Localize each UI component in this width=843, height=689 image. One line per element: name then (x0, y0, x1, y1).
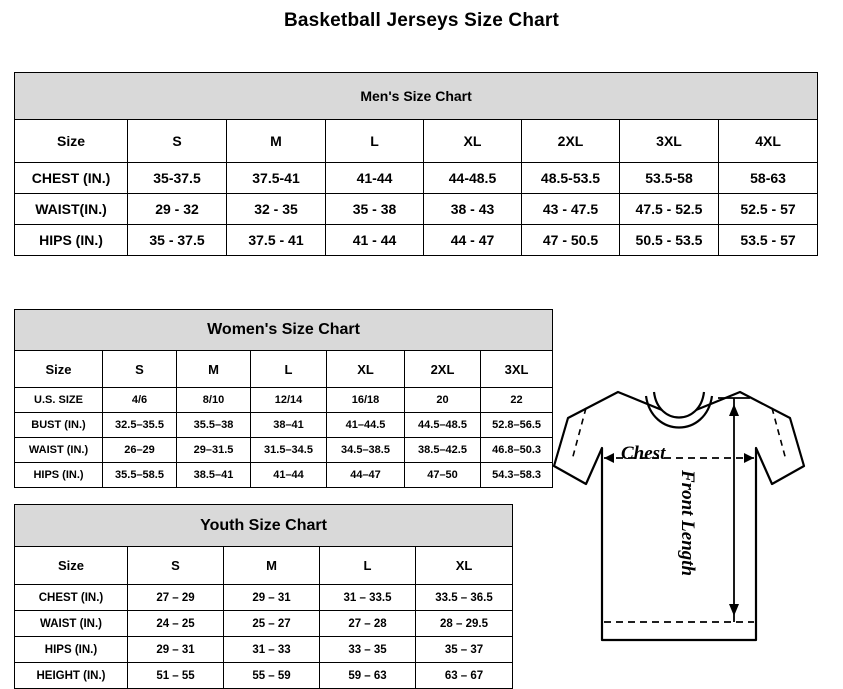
table-cell: 29–31.5 (177, 438, 251, 463)
table-caption-row (15, 73, 818, 120)
table-cell: 47.5 - 52.5 (620, 194, 719, 225)
table-cell: 24 – 25 (128, 611, 224, 637)
table-cell: 28 – 29.5 (416, 611, 513, 637)
table-cell: 35.5–58.5 (103, 463, 177, 488)
column-header-xl: XL (327, 351, 405, 388)
table-cell: 31.5–34.5 (251, 438, 327, 463)
table-cell: 51 – 55 (128, 663, 224, 689)
table-cell: 43 - 47.5 (522, 194, 620, 225)
table-row (15, 637, 513, 663)
column-header-size: Size (15, 547, 128, 585)
table-cell: 48.5-53.5 (522, 163, 620, 194)
table-row (15, 438, 553, 463)
table-cell: 38 - 43 (424, 194, 522, 225)
table-cell: 35.5–38 (177, 413, 251, 438)
row-label: HIPS (IN.) (15, 637, 128, 663)
page-title: Basketball Jerseys Size Chart (283, 10, 560, 31)
table-cell: 25 – 27 (224, 611, 320, 637)
table-row (15, 413, 553, 438)
row-label: HIPS (IN.) (15, 225, 128, 256)
column-header-4xl: 4XL (719, 120, 818, 163)
column-header-xl: XL (424, 120, 522, 163)
table-header-row (15, 351, 553, 388)
table-cell: 59 – 63 (320, 663, 416, 689)
table-cell: 12/14 (251, 388, 327, 413)
table-row (15, 611, 513, 637)
column-header-3xl: 3XL (481, 351, 553, 388)
table-cell: 44-48.5 (424, 163, 522, 194)
table-cell: 27 – 29 (128, 585, 224, 611)
mens-size-chart-table (14, 72, 818, 256)
row-label: HEIGHT (IN.) (15, 663, 128, 689)
table-cell: 33.5 – 36.5 (416, 585, 513, 611)
table-cell: 29 – 31 (128, 637, 224, 663)
row-label: U.S. SIZE (15, 388, 103, 413)
table-cell: 16/18 (327, 388, 405, 413)
front-length-measurement-label: Front Length (677, 470, 698, 577)
column-header-m: M (227, 120, 326, 163)
column-header-s: S (103, 351, 177, 388)
table-cell: 41-44 (326, 163, 424, 194)
table-cell: 32.5–35.5 (103, 413, 177, 438)
table-row (15, 163, 818, 194)
table-cell: 31 – 33 (224, 637, 320, 663)
row-label: WAIST (IN.) (15, 438, 103, 463)
table-cell: 35 - 37.5 (128, 225, 227, 256)
table-cell: 44 - 47 (424, 225, 522, 256)
table-row (15, 194, 818, 225)
table-cell: 34.5–38.5 (327, 438, 405, 463)
table-cell: 26–29 (103, 438, 177, 463)
youth-chart-caption: Youth Size Chart (15, 505, 513, 547)
table-row (15, 388, 553, 413)
column-header-m: M (177, 351, 251, 388)
table-cell: 41–44 (251, 463, 327, 488)
table-cell: 20 (405, 388, 481, 413)
table-cell: 29 – 31 (224, 585, 320, 611)
column-header-size: Size (15, 351, 103, 388)
row-label: CHEST (IN.) (15, 585, 128, 611)
table-cell: 50.5 - 53.5 (620, 225, 719, 256)
table-cell: 58-63 (719, 163, 818, 194)
table-cell: 38.5–41 (177, 463, 251, 488)
table-cell: 44.5–48.5 (405, 413, 481, 438)
row-label: HIPS (IN.) (15, 463, 103, 488)
table-cell: 27 – 28 (320, 611, 416, 637)
table-cell: 38.5–42.5 (405, 438, 481, 463)
table-cell: 33 – 35 (320, 637, 416, 663)
table-cell: 22 (481, 388, 553, 413)
table-row (15, 463, 553, 488)
table-row (15, 663, 513, 689)
column-header-l: L (251, 351, 327, 388)
column-header-2xl: 2XL (522, 120, 620, 163)
table-cell: 29 - 32 (128, 194, 227, 225)
table-cell: 44–47 (327, 463, 405, 488)
table-cell: 54.3–58.3 (481, 463, 553, 488)
row-label: CHEST (IN.) (15, 163, 128, 194)
table-cell: 52.5 - 57 (719, 194, 818, 225)
table-cell: 52.8–56.5 (481, 413, 553, 438)
table-cell: 37.5 - 41 (227, 225, 326, 256)
womens-chart-caption: Women's Size Chart (15, 310, 553, 351)
table-cell: 35-37.5 (128, 163, 227, 194)
table-cell: 35 - 38 (326, 194, 424, 225)
youth-size-chart-table (14, 504, 513, 689)
table-row (15, 225, 818, 256)
table-cell: 4/6 (103, 388, 177, 413)
table-row (15, 585, 513, 611)
table-cell: 47 - 50.5 (522, 225, 620, 256)
column-header-3xl: 3XL (620, 120, 719, 163)
table-caption-row (15, 505, 513, 547)
column-header-l: L (320, 547, 416, 585)
mens-chart-caption: Men's Size Chart (15, 73, 818, 120)
column-header-s: S (128, 120, 227, 163)
table-cell: 8/10 (177, 388, 251, 413)
column-header-m: M (224, 547, 320, 585)
table-cell: 35 – 37 (416, 637, 513, 663)
table-cell: 46.8–50.3 (481, 438, 553, 463)
table-header-row (15, 120, 818, 163)
column-header-l: L (326, 120, 424, 163)
table-cell: 32 - 35 (227, 194, 326, 225)
table-cell: 38–41 (251, 413, 327, 438)
jersey-measurement-diagram (546, 340, 836, 680)
table-cell: 37.5-41 (227, 163, 326, 194)
column-header-size: Size (15, 120, 128, 163)
table-cell: 55 – 59 (224, 663, 320, 689)
womens-size-chart-table (14, 309, 553, 488)
column-header-xl: XL (416, 547, 513, 585)
column-header-2xl: 2XL (405, 351, 481, 388)
column-header-s: S (128, 547, 224, 585)
table-cell: 41 - 44 (326, 225, 424, 256)
table-caption-row (15, 310, 553, 351)
row-label: BUST (IN.) (15, 413, 103, 438)
row-label: WAIST(IN.) (15, 194, 128, 225)
table-cell: 63 – 67 (416, 663, 513, 689)
table-cell: 53.5-58 (620, 163, 719, 194)
table-cell: 53.5 - 57 (719, 225, 818, 256)
chest-measurement-label: Chest (621, 443, 666, 464)
table-cell: 47–50 (405, 463, 481, 488)
table-cell: 31 – 33.5 (320, 585, 416, 611)
table-header-row (15, 547, 513, 585)
row-label: WAIST (IN.) (15, 611, 128, 637)
table-cell: 41–44.5 (327, 413, 405, 438)
